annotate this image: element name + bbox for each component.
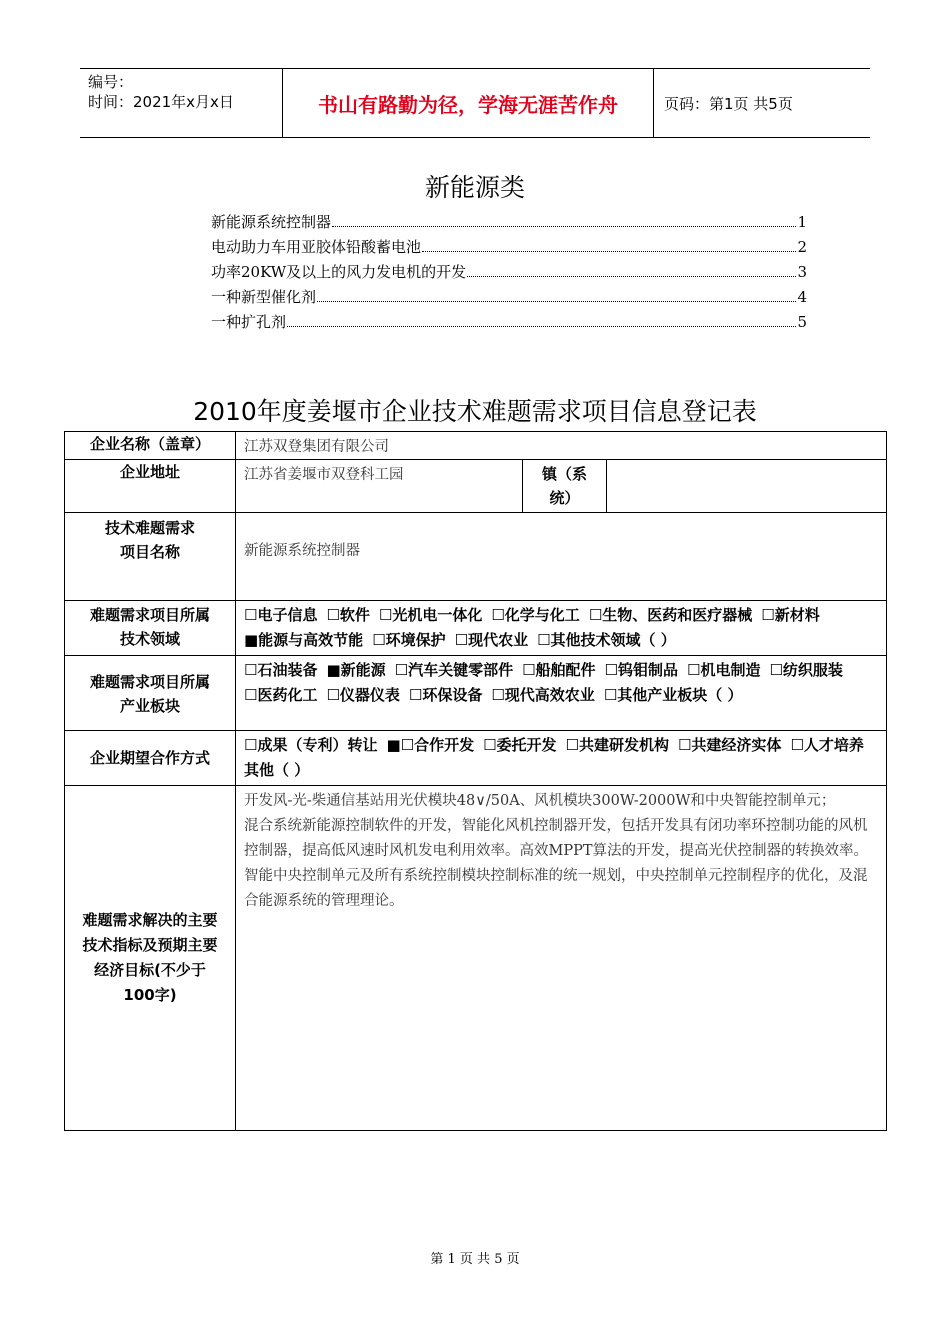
row-tech-field bbox=[65, 601, 887, 656]
address-label: 企业地址 bbox=[65, 460, 236, 513]
address-value[interactable]: 江苏省姜堰市双登科工园 bbox=[236, 460, 523, 513]
project-label bbox=[65, 513, 236, 601]
toc-item-page: 5 bbox=[797, 313, 807, 331]
registration-form bbox=[64, 431, 887, 1131]
page-footer: 第 1 页 共 5 页 bbox=[430, 1252, 520, 1267]
checkbox-software[interactable]: ☐软件 bbox=[326, 606, 370, 624]
row-goals bbox=[65, 786, 887, 1131]
header-meta bbox=[80, 69, 282, 137]
company-value[interactable]: 江苏双登集团有限公司 bbox=[236, 432, 887, 460]
toc-item-text: 新能源系统控制器 bbox=[211, 213, 332, 231]
checkbox-mechatronics[interactable]: ☐机电制造 bbox=[687, 661, 761, 679]
project-label-line2: 项目名称 bbox=[119, 543, 180, 561]
company-label: 企业名称（盖章） bbox=[65, 432, 236, 460]
checkbox-joint-development[interactable]: ■☐合作开发 bbox=[386, 736, 475, 754]
toc-item-text: 功率20KW及以上的风力发电机的开发 bbox=[211, 263, 467, 281]
checkbox-modern-agri[interactable]: ☐现代高效农业 bbox=[491, 686, 595, 704]
motto: 书山有路勤为径，学海无涯苦作舟 bbox=[282, 69, 654, 137]
goals-label bbox=[65, 786, 236, 1131]
toc-item-page: 4 bbox=[797, 288, 807, 306]
toc-item[interactable] bbox=[211, 211, 807, 236]
row-industry bbox=[65, 656, 887, 731]
town-value[interactable] bbox=[607, 460, 887, 513]
toc-leader bbox=[287, 325, 796, 327]
checkbox-auto-parts[interactable]: ☐汽车关键零部件 bbox=[394, 661, 514, 679]
toc-leader bbox=[332, 225, 796, 227]
goals-paragraph-1: 开发风-光-柴通信基站用光伏模块48∨/50A、风机模块300W-2000W和中央智能控制单元； bbox=[244, 793, 836, 809]
tech-field-label bbox=[65, 601, 236, 656]
checkbox-other-tech[interactable]: ☐其他技术领域（ ） bbox=[537, 631, 676, 649]
tech-field-label-line2: 技术领域 bbox=[119, 630, 180, 648]
goals-paragraph-2: 混合系统新能源控制软件的开发，智能化风机控制器开发，包括开发具有闭功率环控制功能的风机控制器，提高低风速时风机发电利用效率。高效MPPT算法的开发，提高光伏控制器的转换效率。智能中央控制单元及所有系统控制模块控制标准的统一规划，中央控制单元控制程序的优化，及混合能源系统的管理理论。 bbox=[244, 818, 869, 909]
checkbox-ship-parts[interactable]: ☐船舶配件 bbox=[522, 661, 596, 679]
toc-leader bbox=[317, 300, 796, 302]
coop-label: 企业期望合作方式 bbox=[65, 731, 236, 786]
page-header bbox=[80, 68, 870, 138]
goals-label-line2: 技术指标及预期主要 bbox=[82, 936, 218, 954]
toc-item-text: 一种新型催化剂 bbox=[211, 288, 317, 306]
code-label: 编号： bbox=[88, 73, 134, 91]
checkbox-joint-rd-institute[interactable]: ☐共建研发机构 bbox=[565, 736, 669, 754]
toc-item[interactable] bbox=[211, 286, 807, 311]
tech-field-label-line1: 难题需求项目所属 bbox=[89, 606, 210, 624]
industry-label-line1: 难题需求项目所属 bbox=[89, 673, 210, 691]
checkbox-optomechatronics[interactable]: ☐光机电一体化 bbox=[378, 606, 483, 624]
toc-item-text: 电动助力车用亚胶体铅酸蓄电池 bbox=[211, 238, 422, 256]
toc-item-page: 1 bbox=[797, 213, 807, 231]
table-of-contents bbox=[211, 211, 807, 336]
checkbox-new-materials[interactable]: ☐新材料 bbox=[761, 606, 820, 624]
toc-item-page: 3 bbox=[797, 263, 807, 281]
toc-item-text: 一种扩孔剂 bbox=[211, 313, 287, 331]
project-value[interactable]: 新能源系统控制器 bbox=[236, 513, 887, 601]
form-title: 2010年度姜堰市企业技术难题需求项目信息登记表 bbox=[193, 397, 757, 426]
checkbox-new-energy[interactable]: ■新能源 bbox=[326, 661, 386, 679]
checkbox-electronics[interactable]: ☐电子信息 bbox=[244, 606, 318, 624]
toc-leader bbox=[467, 275, 796, 277]
coop-options bbox=[236, 731, 887, 786]
checkbox-petroleum[interactable]: ☐石油装备 bbox=[244, 661, 318, 679]
checkbox-textile[interactable]: ☐纺织服装 bbox=[769, 661, 843, 679]
date-label: 时间：2021年x月x日 bbox=[88, 93, 234, 111]
checkbox-biomedical[interactable]: ☐生物、医药和医疗器械 bbox=[588, 606, 753, 624]
other-cooperation[interactable]: 其他（ ） bbox=[244, 761, 310, 779]
checkbox-patent-transfer[interactable]: ☐成果（专利）转让 bbox=[244, 736, 378, 754]
toc-item[interactable] bbox=[211, 311, 807, 336]
checkbox-chemistry[interactable]: ☐化学与化工 bbox=[491, 606, 580, 624]
goals-label-line1: 难题需求解决的主要 bbox=[82, 911, 218, 929]
goals-label-line3: 经济目标(不少于 bbox=[94, 961, 206, 979]
toc-title: 新能源类 bbox=[424, 173, 525, 202]
checkbox-environment[interactable]: ☐环境保护 bbox=[372, 631, 446, 649]
checkbox-env-equipment[interactable]: ☐环保设备 bbox=[408, 686, 483, 704]
checkbox-talent-training[interactable]: ☐人才培养 bbox=[790, 736, 864, 754]
project-label-line1: 技术难题需求 bbox=[104, 519, 195, 537]
row-project bbox=[65, 513, 887, 601]
checkbox-energy-efficiency[interactable]: ■能源与高效节能 bbox=[244, 631, 364, 649]
checkbox-instruments[interactable]: ☐仪器仪表 bbox=[326, 686, 400, 704]
town-label: 镇（系统） bbox=[523, 460, 607, 513]
industry-label-line2: 产业板块 bbox=[119, 697, 180, 715]
goals-text[interactable] bbox=[236, 786, 887, 1131]
goals-label-line4: 100字) bbox=[123, 986, 177, 1004]
checkbox-modern-agriculture[interactable]: ☐现代农业 bbox=[454, 631, 529, 649]
page-info: 页码：第1页 共5页 bbox=[664, 94, 793, 113]
checkbox-joint-economic-entity[interactable]: ☐共建经济实体 bbox=[677, 736, 782, 754]
checkbox-tungsten[interactable]: ☐钨钼制品 bbox=[604, 661, 678, 679]
toc-item-page: 2 bbox=[797, 238, 807, 256]
toc-item[interactable] bbox=[211, 261, 807, 286]
toc-leader bbox=[422, 250, 796, 252]
tech-field-options bbox=[236, 601, 887, 656]
toc-item[interactable] bbox=[211, 236, 807, 261]
industry-label bbox=[65, 656, 236, 731]
checkbox-pharma-chem[interactable]: ☐医药化工 bbox=[244, 686, 318, 704]
row-company bbox=[65, 432, 887, 460]
row-cooperation bbox=[65, 731, 887, 786]
checkbox-commissioned-development[interactable]: ☐委托开发 bbox=[483, 736, 557, 754]
industry-options bbox=[236, 656, 887, 731]
row-address bbox=[65, 460, 887, 513]
checkbox-other-industry[interactable]: ☐其他产业板块（ ） bbox=[603, 686, 743, 704]
